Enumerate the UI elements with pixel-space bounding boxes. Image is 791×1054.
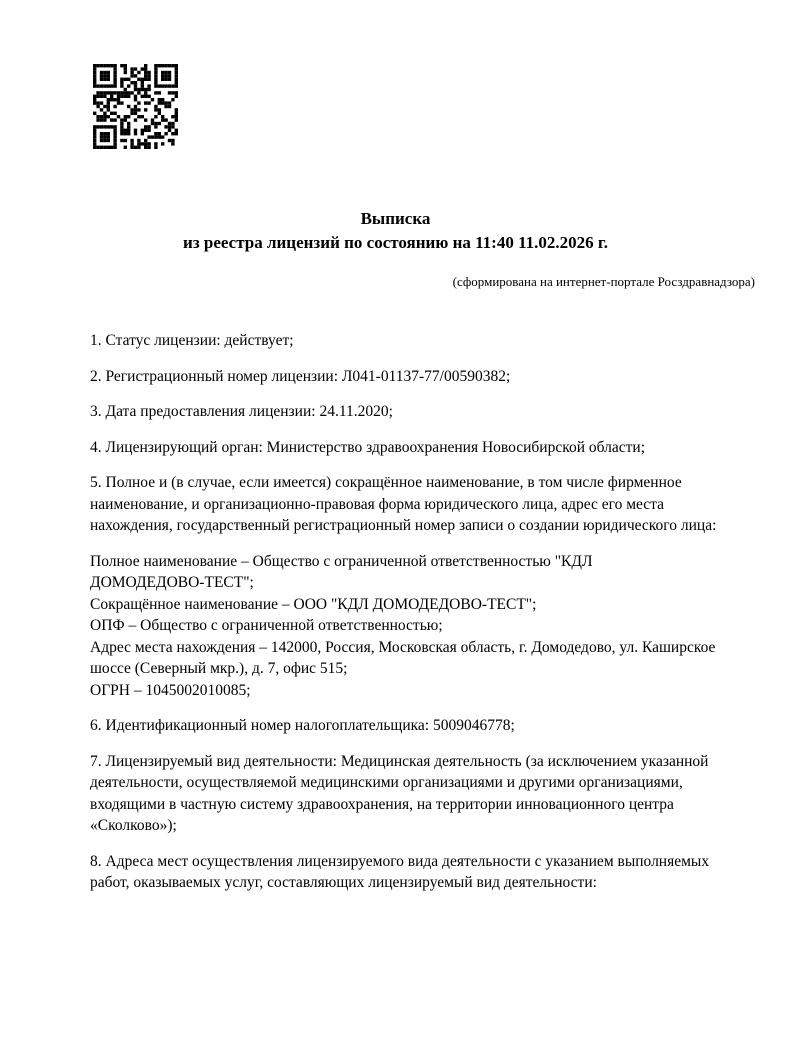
document-body (90, 330, 758, 908)
paragraph-org-info-intro: 5. Полное и (в случае, если имеется) сокращённое наименование, в том числе фирменное наименование, и организационно-правовая форма юридического лица, адрес его места нахождения, государственный регистрационный номер записи о создании юридического лица: (90, 474, 717, 534)
paragraph-org-details: Полное наименование – Общество с ограниченной ответственностью "КДЛ ДОМОДЕДОВО-ТЕСТ"; Сокращённое наименование – ООО "КДЛ ДОМОДЕДОВО-ТЕСТ"; ОПФ – Общество с ограниченной ответственностью; Адрес места нахождения – 142000, Россия, Московская область, г. Домодедово, ул. Каширское шоссе (Северный мкр.), д. 7, офис 515; ОГРН – 1045002010085; (90, 552, 716, 699)
qr-code-icon (93, 64, 178, 149)
paragraph-licensing-authority: 4. Лицензирующий орган: Министерство здравоохранения Новосибирской области; (90, 438, 646, 456)
paragraph-activity-addresses-intro: 8. Адреса мест осуществления лицензируемого вида деятельности с указанием выполняемых работ, оказываемых услуг, составляющих лицензируемый вид деятельности: (90, 852, 710, 891)
paragraph-taxpayer-id: 6. Идентификационный номер налогоплательщика: 5009046778; (90, 717, 515, 734)
paragraph-license-number: 2. Регистрационный номер лицензии: Л041-01137-77/00590382; (90, 367, 511, 385)
paragraph-license-status: 1. Статус лицензии: действует; (90, 332, 294, 349)
document-subtitle: (сформирована на интернет-портале Росздравнадзора) (452, 274, 755, 289)
document-title: Выписка из реестра лицензий по состоянию на 11:40 11.02.2026 г. (183, 209, 608, 252)
paragraph-licensed-activity: 7. Лицензируемый вид деятельности: Медицинская деятельность (за исключением указанной деятельности, осуществляемой медицинскими организациями и другими организациями, входящими в частную систему здравоохранения, на территории инновационного центра «Сколково»); (90, 752, 709, 834)
paragraph-license-date: 3. Дата предоставления лицензии: 24.11.2020; (90, 403, 393, 420)
